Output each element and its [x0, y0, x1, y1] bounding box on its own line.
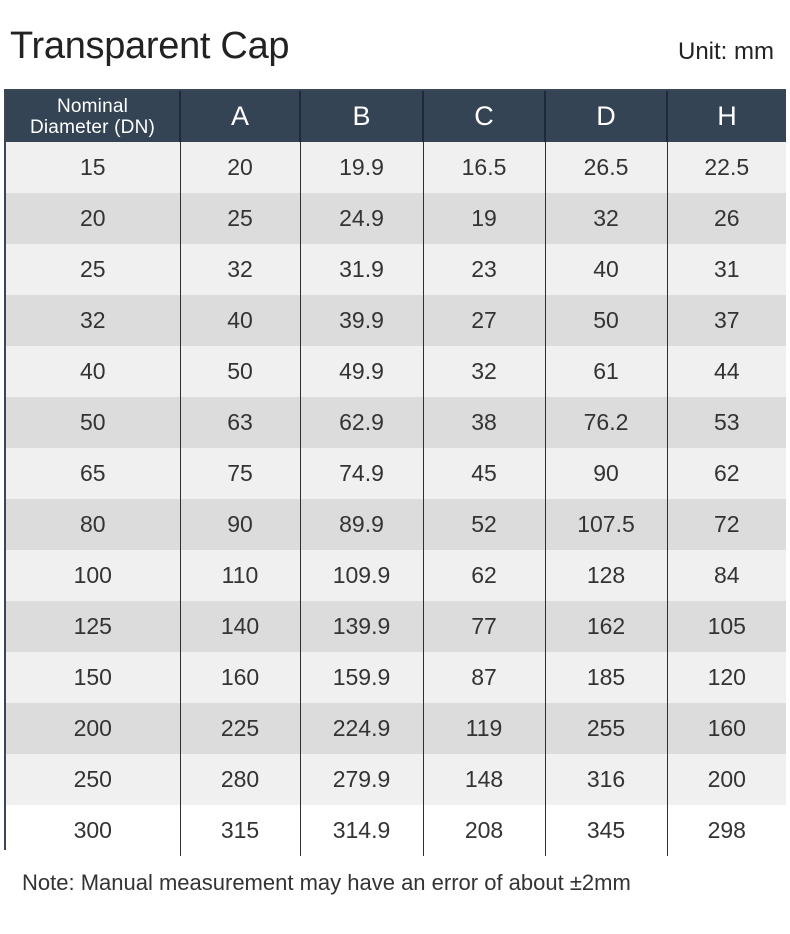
header-b: B [300, 91, 423, 142]
header-nominal-diameter [6, 91, 180, 142]
cell-d: 40 [545, 244, 667, 295]
cell-c: 45 [423, 448, 545, 499]
header-nominal-line1: Nominal [56, 95, 129, 117]
cell-d: 61 [545, 346, 667, 397]
cell-a: 25 [180, 193, 300, 244]
cell-d: 107.5 [545, 499, 667, 550]
table-header [6, 91, 786, 142]
cell-h: 22.5 [667, 142, 786, 193]
cell-h: 31 [667, 244, 786, 295]
cell-d: 185 [545, 652, 667, 703]
cell-d: 50 [545, 295, 667, 346]
cell-b: 109.9 [300, 550, 423, 601]
cell-d: 255 [545, 703, 667, 754]
cell-c: 62 [423, 550, 545, 601]
table-row [6, 397, 786, 448]
table-row [6, 703, 786, 754]
cell-c: 16.5 [423, 142, 545, 193]
cell-b: 39.9 [300, 295, 423, 346]
cell-c: 38 [423, 397, 545, 448]
cell-b: 24.9 [300, 193, 423, 244]
cell-d: 32 [545, 193, 667, 244]
cell-c: 119 [423, 703, 545, 754]
cell-a: 90 [180, 499, 300, 550]
cell-dn: 200 [73, 715, 112, 741]
cell-dn: 300 [73, 817, 112, 843]
cell-h: 105 [667, 601, 786, 652]
cell-h: 44 [667, 346, 786, 397]
cell-b: 62.9 [300, 397, 423, 448]
cell-d: 26.5 [545, 142, 667, 193]
table-row [6, 193, 786, 244]
cell-b: 89.9 [300, 499, 423, 550]
cell-dn: 150 [73, 664, 112, 690]
cell-b: 19.9 [300, 142, 423, 193]
table-row [6, 346, 786, 397]
cell-h: 62 [667, 448, 786, 499]
header-h: H [667, 91, 786, 142]
cell-dn: 20 [79, 205, 106, 231]
table-row [6, 805, 786, 856]
header-a: A [180, 91, 300, 142]
cell-c: 23 [423, 244, 545, 295]
table-row [6, 550, 786, 601]
cell-a: 140 [180, 601, 300, 652]
table-row [6, 244, 786, 295]
table-row [6, 448, 786, 499]
cell-d: 76.2 [545, 397, 667, 448]
cell-c: 77 [423, 601, 545, 652]
header-nominal-line2: Diameter (DN) [29, 116, 156, 138]
cell-dn: 65 [79, 460, 106, 486]
cell-c: 148 [423, 754, 545, 805]
cell-dn: 250 [73, 766, 112, 792]
dimension-table-container [4, 89, 786, 850]
table-body [6, 142, 786, 856]
unit-label: Unit: mm [678, 38, 774, 65]
cell-h: 160 [667, 703, 786, 754]
cell-a: 20 [180, 142, 300, 193]
cell-a: 280 [180, 754, 300, 805]
cell-dn: 40 [79, 358, 106, 384]
cell-h: 26 [667, 193, 786, 244]
cell-b: 49.9 [300, 346, 423, 397]
table-row [6, 295, 786, 346]
cell-d: 162 [545, 601, 667, 652]
cell-dn: 15 [79, 154, 106, 180]
cell-b: 279.9 [300, 754, 423, 805]
table-row [6, 754, 786, 805]
cell-d: 316 [545, 754, 667, 805]
header-row [6, 91, 786, 142]
cell-dn: 100 [73, 562, 112, 588]
header-c: C [423, 91, 545, 142]
table-row [6, 142, 786, 193]
cell-d: 90 [545, 448, 667, 499]
cell-c: 19 [423, 193, 545, 244]
cell-h: 120 [667, 652, 786, 703]
cell-c: 52 [423, 499, 545, 550]
cell-h: 37 [667, 295, 786, 346]
cell-dn: 25 [79, 256, 106, 282]
cell-h: 84 [667, 550, 786, 601]
cell-dn: 80 [79, 511, 106, 537]
cell-d: 128 [545, 550, 667, 601]
cell-a: 40 [180, 295, 300, 346]
cell-c: 87 [423, 652, 545, 703]
cell-a: 315 [180, 805, 300, 856]
cell-c: 27 [423, 295, 545, 346]
cell-b: 139.9 [300, 601, 423, 652]
dimension-table [6, 91, 786, 856]
cell-h: 53 [667, 397, 786, 448]
measurement-note: Note: Manual measurement may have an error of about ±2mm [22, 870, 631, 895]
cell-dn: 32 [79, 307, 106, 333]
cell-c: 208 [423, 805, 545, 856]
header-d: D [545, 91, 667, 142]
table-row [6, 499, 786, 550]
cell-dn: 50 [79, 409, 106, 435]
cell-b: 74.9 [300, 448, 423, 499]
cell-a: 50 [180, 346, 300, 397]
cell-a: 32 [180, 244, 300, 295]
cell-a: 63 [180, 397, 300, 448]
cell-c: 32 [423, 346, 545, 397]
table-row [6, 652, 786, 703]
cell-d: 345 [545, 805, 667, 856]
cell-a: 75 [180, 448, 300, 499]
cell-b: 314.9 [300, 805, 423, 856]
cell-a: 160 [180, 652, 300, 703]
cell-a: 225 [180, 703, 300, 754]
page-title: Transparent Cap [10, 25, 290, 67]
cell-dn: 125 [73, 613, 112, 639]
cell-h: 72 [667, 499, 786, 550]
cell-h: 298 [667, 805, 786, 856]
cell-b: 159.9 [300, 652, 423, 703]
cell-b: 224.9 [300, 703, 423, 754]
table-row [6, 601, 786, 652]
cell-a: 110 [180, 550, 300, 601]
cell-b: 31.9 [300, 244, 423, 295]
cell-h: 200 [667, 754, 786, 805]
